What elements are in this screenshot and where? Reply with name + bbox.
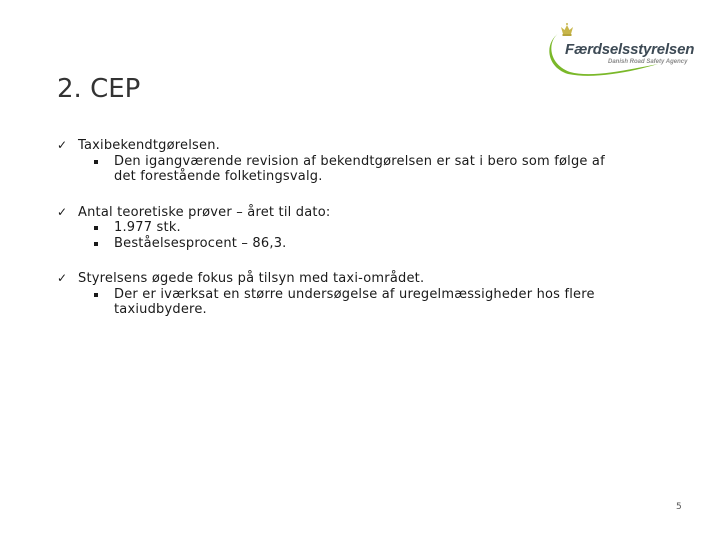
- bullet-item: [57, 205, 617, 221]
- bullet-group-supervision: [57, 271, 617, 318]
- bullet-item: [57, 138, 617, 154]
- square-bullet-icon: [94, 242, 98, 246]
- check-icon: ✓: [57, 271, 68, 285]
- sub-bullet-text: 1.977 stk.: [114, 220, 181, 235]
- sub-bullet-list: [57, 220, 617, 251]
- sub-bullet-item: [57, 154, 617, 185]
- sub-bullet-item: [57, 287, 617, 318]
- sub-bullet-list: [57, 154, 617, 185]
- square-bullet-icon: [94, 226, 98, 230]
- sub-bullet-text: Beståelsesprocent – 86,3.: [114, 235, 287, 251]
- bullet-text: Taxibekendtgørelsen.: [78, 138, 220, 153]
- bullet-group-theory-tests: [57, 205, 617, 252]
- square-bullet-icon: [94, 160, 98, 164]
- bullet-item: [57, 271, 617, 287]
- slide-title: 2. CEP: [57, 74, 141, 104]
- sub-bullet-item: [57, 236, 617, 252]
- crown-icon: [561, 23, 573, 36]
- bullet-text: Antal teoretiske prøver – året til dato:: [78, 204, 331, 220]
- sub-bullet-text: Der er iværksat en større undersøgelse af uregelmæssigheder hos flere taxiudbydere.: [114, 286, 595, 317]
- sub-bullet-list: [57, 287, 617, 318]
- agency-logo: [546, 20, 706, 82]
- logo-tagline: Danish Road Safety Agency: [608, 59, 688, 65]
- page-number: 5: [676, 502, 682, 512]
- logo-name: Færdselsstyrelsen: [565, 41, 695, 58]
- bullet-list: [57, 138, 617, 318]
- sub-bullet-item: [57, 220, 617, 236]
- check-icon: ✓: [57, 204, 68, 219]
- bullet-group-taxi-order: [57, 138, 617, 185]
- sub-bullet-text: Den igangværende revision af bekendtgørelsen er sat i bero som følge af det forestående folketingsvalg.: [114, 153, 605, 184]
- square-bullet-icon: [94, 293, 98, 297]
- check-icon: ✓: [57, 138, 68, 152]
- bullet-text: Styrelsens øgede fokus på tilsyn med taxi-området.: [78, 271, 425, 286]
